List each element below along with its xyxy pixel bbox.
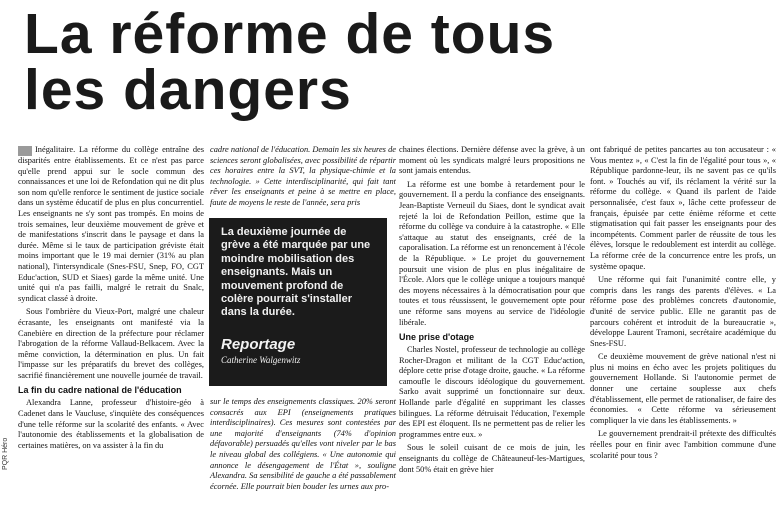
column-3-paragraph-4: Sous le soleil cuisant de ce mois de juin, les enseignants du collège de Châteauneuf-les-Martigues, dont 50% était en grève hier: [399, 443, 585, 474]
article-column-4: [590, 145, 776, 517]
column-2-bottom-text: sur le temps des enseignements classiques. 20% seront consacrés aux EPI (enseignements pratiques interdisciplinaires). Ces mesures sont contestées par une majorité d'enseignants (74% d'opinion défavorable) persuadés qu'elles vont niveler par le bas le niveau global des collégiens. « Une autonomie qui annonce le désengagement de l'État », souligne Alexandra. Sa sensibilité de gauche a été passablement écornée. Elle pourrait bien bouder les urnes aux pro-: [210, 397, 396, 491]
headline-line-2: les dangers: [24, 58, 352, 122]
headline-line-1: La réforme de tous: [24, 2, 556, 66]
column-3-paragraph-3: Charles Nostel, professeur de technologie au collège Rocher-Dragon et militant de la CGT Educ'action, déplore cette prise d'otage droite, gauche. « La réforme camoufle le discours idéologique du gouvernement. Sarko avait supprimé un fonctionnaire sur deux. Hollande parle d'égalité en supprimant les classes bilingues. La réforme détruisait l'éducation, l'exemple des EPI est éloquent. Ils ne permettent pas de relier les programmes entre eux. »: [399, 345, 585, 439]
section-kicker: Reportage: [221, 335, 296, 353]
pull-quote-box: [209, 218, 387, 386]
author-byline: Catherine Walgenwitz: [221, 354, 301, 365]
column-3-paragraph-1: chaines élections. Dernière défense avec la grève, à un moment où les syndicats malgré leurs propositions ne sont jamais entendus.: [399, 145, 585, 176]
column-1-paragraph-3: Alexandra Lanne, professeur d'histoire-géo à Cadenet dans le Vaucluse, s'inquiète des conséquences d'une telle réforme sur la scolarité des enfants. « Avec l'autonomie des établissements et la globalisation de certaines matières, on va assister à la fin du: [18, 398, 204, 450]
article-column-1: [18, 145, 204, 517]
article-headline: [24, 2, 764, 122]
column-1-paragraph-1-text: Inégalitaire. La réforme du collège entraîne des disparités entre établissements. Et ce n'est pas parce qu'elle prend appui sur le socle commun des connaissances et une loi de Refondation qui ne dit plus son nom qu'elle renforce le sentiment de justice sociale dans un système éducatif de plus en plus concurrentiel. Les enseignants ne s'y sont pas trompés. En moins de trois semaines, leur deuxième mouvement de grève et de manifestations s'inscrit dans le paysage et dans la durée. Même si le taux de participation gréviste était moins important que le 19 mai dernier (31% au plan national), l'intersyndicale (Snes-FSU, Snep, FO, CGT Educ'action, SUD et Siaes) garde la même unité. Une unité qui n'a pas failli, malgré le retrait du Snalc, syndicat classé à droite.: [18, 145, 204, 303]
column-2-top-text: cadre national de l'éducation. Demain les six heures de sciences seront globalisées, avec possibilité de répartir ces horaires entre la SVT, la physique-chimie et la technologie. » Cette interdisciplinarité, qui fait tant rêver les enseignants et peine à se mettre en place, faute de moyens le reste de l'année, sera pris: [210, 145, 396, 207]
column-4-paragraph-2: Une réforme qui fait l'unanimité contre elle, y compris dans les rangs des parents d'élèves. « La réforme pose des problèmes concrets d'autonomie, d'unité de service public. Elle ne garantit pas de parcours cohérent et introduit de la bureaucratie », développe Laurent Tramoni, secrétaire académique du Snes-FSU.: [590, 275, 776, 348]
column-4-paragraph-1: ont fabriqué de petites pancartes au ton accusateur : « Vous mentez », « C'est la fin de l'égalité pour tous », « République pardonne-leur, ils ne savent pas ce qu'ils font. » Touchés au vif, ils réclament la vérité sur la réforme du collège. « Quand ils parlent de l'aide personnalisée, c'est faux », lâche cette professeur de français, épuisée par cette énième réforme et cette stigmatisation qui fait passer les enseignants pour des incompétents. Comment parler de réussite de tous les élèves, lorsque le redoublement est interdit au collège. La réforme crée de la concurrence entre les profs, un système opaque.: [590, 145, 776, 271]
article-column-3: [399, 145, 585, 517]
subhead-national-framework: La fin du cadre national de l'éducation: [18, 385, 182, 396]
column-3-paragraph-2: La réforme est une bombe à retardement pour le gouvernement. Il a perdu la confiance des enseignants. Jean-Baptiste Verneuil du Siaes, dont le syndicat avait rejeté la loi de Refondation Peillon, estime que la réforme du collège va conduire à la catastrophe. « Elle s'attaque au statut des enseignants, créé de la caporalisation. La réforme est un renoncement à l'école de la République. » Le projet du gouvernement poursuit une vision de plus en plus inégalitaire de l'École. Alors que le collège unique a toujours manqué des moyens nécessaires à la démocratisation pour que toutes et tous réussissent, le gouvernement opte pour une réforme sans moyens au service de l'idéologie libérale.: [399, 179, 585, 327]
subhead-hostage: Une prise d'otage: [399, 332, 475, 343]
pull-quote-text: La deuxième journée de grève a été marquée par une moindre mobilisation des enseignants. Mais un mouvement profond de colère pourrait s'installer dans la durée.: [221, 226, 371, 319]
column-1-paragraph-1: [18, 145, 204, 304]
column-4-paragraph-4: Le gouvernement prendrait-il prétexte des difficultés réelles pour en finir avec l'ambition commune d'une scolarité pour tous ?: [590, 429, 776, 460]
column-4-paragraph-3: Ce deuxième mouvement de grève national n'est ni plus ni moins en écho avec les projets politiques du gouvernement Hollande. Si l'autonomie permet de donner une certaine souplesse aux chefs d'établissement, elle permet de rationaliser, de faire des économies. « Cette réforme va sérieusement compliquer la vie dans les établissements. »: [590, 352, 776, 425]
dropcap-marker: [18, 146, 32, 156]
photo-credit: PQR Héro: [2, 437, 9, 470]
column-1-paragraph-2: Sous l'ombrière du Vieux-Port, malgré une chaleur écrasante, les enseignants ont manifesté via la Canebière en direction de la préfecture pour réclamer l'abrogation de la réforme Vallaud-Belkacem. Avec la même conviction, la détermination en plus. Un fait l'impasse sur les préparatifs du brevet des collèges, sacrifié financièrement une nouvelle journée de travail.: [18, 307, 204, 380]
